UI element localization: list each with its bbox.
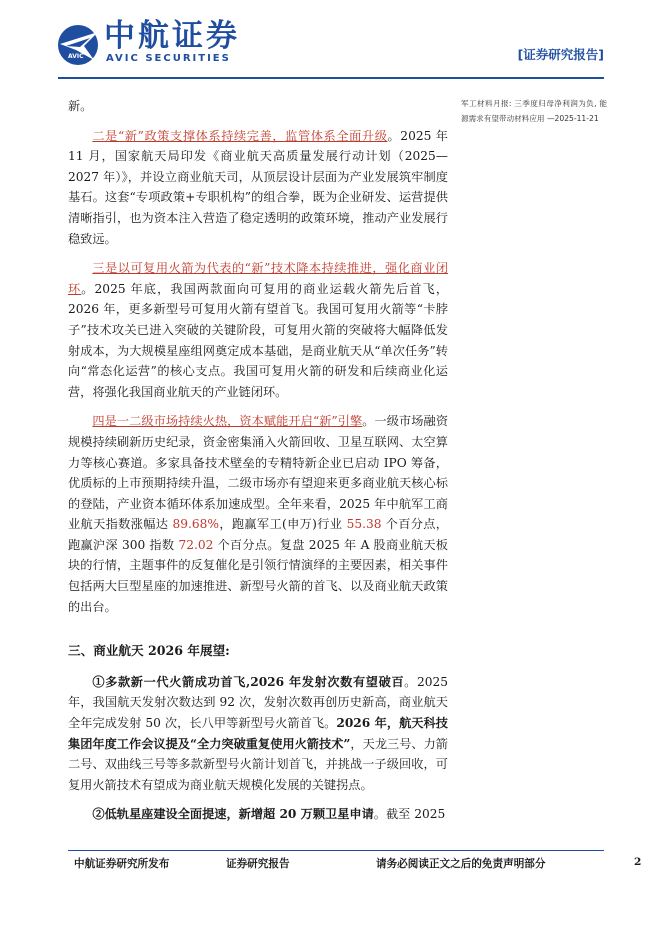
report-type-label: [证券研究报告] — [517, 47, 604, 62]
paragraph-policy — [68, 126, 448, 250]
svg-text:AVIC: AVIC — [68, 53, 84, 60]
highlight-policy: 二是“新”政策支撑体系持续完善，监管体系全面升级 — [92, 128, 388, 143]
constellation-text: 。截至 2025 — [373, 807, 446, 822]
paragraph-reusable-rocket — [68, 258, 448, 402]
capital-market-text-d: 个百分点。复盘 2025 年 A 股商业航天板块的行情，主题事件的反复催化是引领行情演绎的主要因素，相关事件包括两大巨型星座的加速推进、新型号火箭的首飞、以及商业航天政策的出台。 — [68, 537, 448, 614]
page-header — [0, 0, 662, 92]
paragraph-policy-text: 。2025 年 11 月，国家航天局印发《商业航天高质量发展行动计划（2025—2027 年）》，并设立商业航天司，从顶层设计层面为产业发展筑牢制度基石。这套“专项政策+专职机构”的组合拳，既为企业研发、运营提供清晰指引，也为资本注入营造了稳定透明的政策环境，推动产业发展行稳致远。 — [68, 128, 448, 246]
page-number: 2 — [634, 856, 642, 868]
launches-text-a: 。2025 年，我国航天发射次数达到 92 次，发射次数再创历史新高，商业航天全年完成发射 50 次，长八甲等新型号火箭首飞。 — [68, 674, 448, 731]
logo-english-name: AVIC SECURITIES — [106, 53, 231, 64]
outperform-industry-value: 55.38 — [346, 517, 382, 532]
constellation-heading: ②低轨星座建设全面提速，新增超 20 万颗卫星申请 — [92, 807, 374, 822]
capital-market-text-a: 。一级市场融资规模持续刷新历史纪录，资金密集涌入火箭回收、卫星互联网、太空算力等核心赛道。多家具备技术壁垒的专精特新企业已启动 IPO 筹备，优质标的上市预期持续升温，二级市场亦有望迎来更多商业航天核心标的登陆，产业资本循环体系加速成型。全年来看，2025 年中航军工商业航天指数涨幅达 — [68, 414, 449, 532]
section-title-outlook: 三、商业航天 2026 年展望: — [68, 643, 230, 659]
logo-chinese-name: 中航证券 — [104, 18, 240, 54]
paragraph-continuation: 新。 — [68, 99, 93, 113]
paragraph-constellation — [68, 804, 448, 825]
capital-market-text-b: ，跑赢军工(申万)行业 — [218, 517, 347, 532]
footer-divider — [68, 850, 604, 851]
index-gain-value: 89.68% — [172, 517, 219, 532]
paragraph-launches — [68, 672, 448, 796]
paragraph-capital-market — [68, 411, 448, 617]
launches-text-b: ，天龙三号、力箭二号、双曲线三号等多款新型号火箭计划首飞，并挑战一子级回收，可复用火箭技术有望成为商业航天规模化发展的关键拐点。 — [68, 736, 448, 792]
avic-logo-icon — [54, 22, 102, 66]
outperform-hs300-value: 72.02 — [178, 537, 214, 552]
header-divider — [58, 77, 604, 79]
footer-disclaimer: 请务必阅读正文之后的免责声明部分 — [376, 858, 546, 870]
launches-heading: ①多款新一代火箭成功首飞,2026 年发射次数有望破百 — [92, 674, 405, 689]
paragraph-reusable-rocket-text: 。2025 年底，我国两款面向可复用的商业运载火箭先后首飞，2026 年，更多新型号可复用火箭有望首飞。我国可复用火箭等“卡脖子”技术攻关已进入突破的关键阶段，可复用火箭的突破将大幅降低发射成本，为大规模星座组网奠定成本基础，是商业航天从“单次任务”转向“常态化运营”的核心支点。我国可复用火箭的研发和后续商业化运营，将强化我国商业航天的产业链闭环。 — [68, 281, 449, 399]
launches-bold-note: 2026 年，航天科技集团年度工作会议提及“全力突破重复使用火箭技术” — [68, 716, 448, 751]
footer-report-label: 证券研究报告 — [226, 858, 290, 870]
related-report-note: 军工材料月报: 三季度归母净利润为负, 能源需求有望带动材料应用 —2025-11-21 — [461, 99, 607, 123]
main-content — [68, 96, 448, 834]
capital-market-text-c: 个百分点，跑赢沪深 300 指数 — [68, 517, 448, 552]
highlight-capital-market: 四是一二级市场持续火热，资本赋能开启“新”引擎 — [92, 414, 363, 429]
highlight-reusable-rocket: 三是以可复用火箭为代表的“新”技术降本持续推进，强化商业闭环 — [68, 261, 448, 296]
footer-publisher: 中航证券研究所发布 — [74, 858, 170, 870]
